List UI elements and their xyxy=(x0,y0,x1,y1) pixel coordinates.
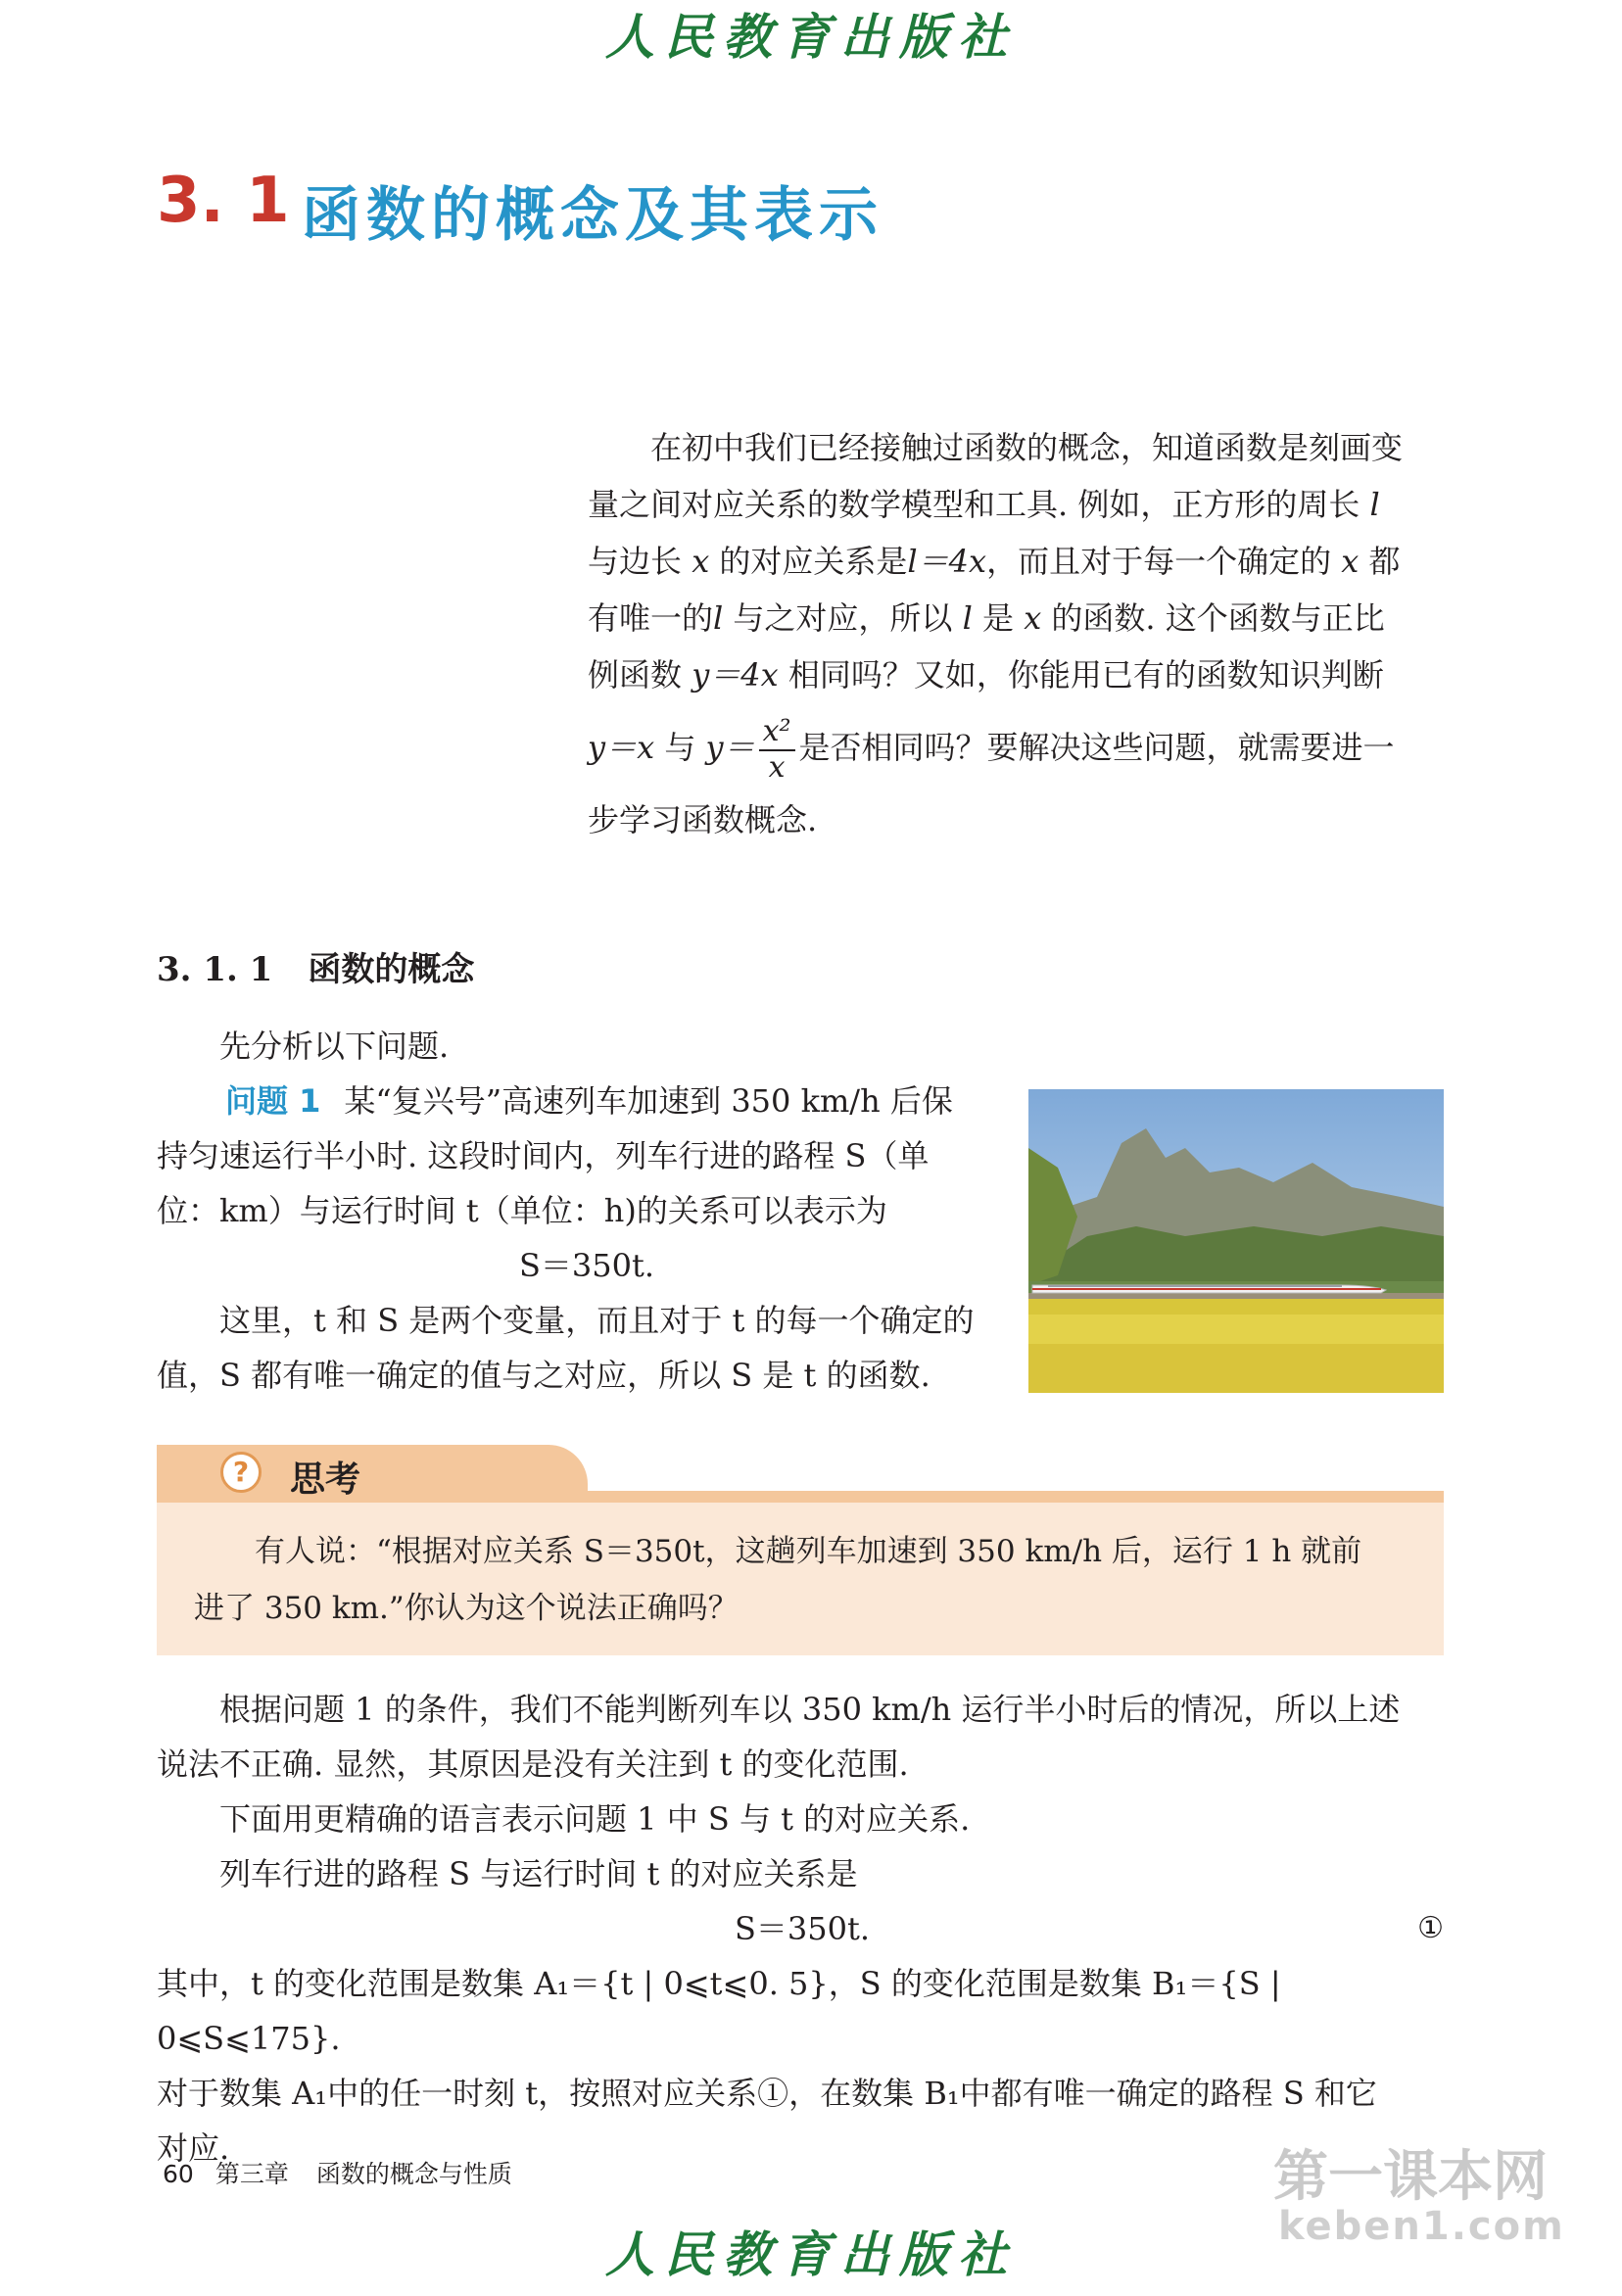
lead-sentence: 先分析以下问题. xyxy=(219,1028,450,1065)
subsection-title: 函数的概念 xyxy=(308,950,475,989)
subsection-heading xyxy=(157,942,474,990)
chapter-title: 函数的概念与性质 xyxy=(315,2160,512,2188)
body-line-6: 对于数集 A₁中的任一时刻 t，按照对应关系①，在数集 B₁中都有唯一确定的路程 S 和它 xyxy=(157,2075,1377,2112)
intro-text: ，而且对于每一个确定的 xyxy=(986,543,1332,580)
intro-text: 的函数. 这个函数与正比 xyxy=(1051,599,1385,637)
intro-text: 例函数 xyxy=(588,656,683,694)
math-y-eq-x: y＝x xyxy=(588,729,655,766)
intro-text: 有唯一的 xyxy=(588,599,714,637)
intro-text: 相同吗？又如，你能用已有的函数知识判断 xyxy=(787,656,1384,694)
math-y-eq-4x: y＝4x xyxy=(692,656,779,694)
math-l: l xyxy=(1369,486,1380,523)
body-line-3: 下面用更精确的语言表示问题 1 中 S 与 t 的对应关系. xyxy=(219,1800,971,1838)
math-l: l xyxy=(713,599,724,637)
watermark-text: 第一课本网 xyxy=(1273,2145,1548,2209)
math-x: x xyxy=(1024,599,1042,637)
problem-text: 某“复兴号”高速列车加速到 350 km/h 后保 xyxy=(344,1082,953,1120)
question-mark-icon: ? xyxy=(220,1452,262,1493)
body-continued xyxy=(157,1682,1444,2176)
intro-line-1: 在初中我们已经接触过函数的概念，知道函数是刻画变 xyxy=(650,429,1404,466)
train-photo-illustration xyxy=(1028,1089,1444,1393)
problem-1-line-2: 持匀速运行半小时. 这段时间内，列车行进的路程 S（单 xyxy=(157,1137,930,1174)
watermark-url: keben1.com xyxy=(1278,2204,1565,2249)
think-line-1: 有人说：“根据对应关系 S＝350t，这趟列车加速到 350 km/h 后，运行 1 h 就前 xyxy=(255,1534,1362,1569)
problem-1-block xyxy=(157,1019,1019,1403)
formula-s-eq-350t-2: S＝350t. xyxy=(735,1910,871,1947)
intro-text: 与之对应，所以 xyxy=(733,599,953,637)
intro-paragraph xyxy=(588,419,1440,848)
fraction-x2-over-x xyxy=(759,715,795,785)
intro-line-6 xyxy=(588,703,1440,791)
formula-s-eq-350t: S＝350t. xyxy=(519,1247,655,1284)
publisher-logo-bottom: 人民教育出版社 xyxy=(605,2225,1017,2283)
problem-1-line-5: 值，S 都有唯一确定的值与之对应，所以 S 是 t 的函数. xyxy=(157,1357,930,1394)
page-footer xyxy=(163,2155,512,2190)
section-number: 3. 1 xyxy=(157,165,290,237)
intro-text: 是 xyxy=(982,599,1015,637)
math-y-eq: y＝ xyxy=(705,729,755,766)
math-x: x xyxy=(1341,543,1360,580)
intro-text: 是否相同吗？要解决这些问题，就需要进一 xyxy=(798,729,1395,766)
body-line-5: 其中，t 的变化范围是数集 A₁＝{t | 0⩽t⩽0. 5}，S 的变化范围是数集 B₁＝{S | 0⩽S⩽175}. xyxy=(157,1965,1281,2057)
problem-1-line-4: 这里，t 和 S 是两个变量，而且对于 t 的每一个确定的 xyxy=(219,1302,975,1339)
think-line-2: 进了 350 km.”你认为这个说法正确吗？ xyxy=(194,1591,739,1626)
train-photo xyxy=(1028,1089,1444,1393)
intro-line-4 xyxy=(588,590,1440,646)
problem-1-line-3: 位：km）与运行时间 t（单位：h)的关系可以表示为 xyxy=(157,1192,887,1229)
problem-1-label: 问题 1 xyxy=(225,1082,321,1120)
fraction-numerator: x² xyxy=(759,715,795,751)
intro-line-3 xyxy=(588,533,1440,590)
think-title: 思考 xyxy=(290,1459,361,1500)
math-l: l xyxy=(962,599,973,637)
intro-text: 的对应关系是 xyxy=(719,543,908,580)
body-line-7: 对应. xyxy=(157,2129,230,2167)
intro-text: 与 xyxy=(664,729,696,766)
page-number: 60 xyxy=(163,2160,194,2188)
publisher-logo-top: 人民教育出版社 xyxy=(605,8,1017,66)
formula-line xyxy=(157,1901,1444,1956)
formula-mark: ① xyxy=(1417,1911,1444,1945)
fraction-denominator: x xyxy=(768,749,786,785)
intro-line-7: 步学习函数概念. xyxy=(588,801,818,838)
math-l-eq-4x: l＝4x xyxy=(907,543,987,580)
chapter-label: 第三章 xyxy=(215,2160,289,2188)
intro-text: 量之间对应关系的数学模型和工具. 例如，正方形的周长 xyxy=(588,486,1370,523)
body-line-4: 列车行进的路程 S 与运行时间 t 的对应关系是 xyxy=(219,1855,858,1892)
subsection-number: 3. 1. 1 xyxy=(157,950,273,989)
intro-text: 都 xyxy=(1368,543,1401,580)
think-text xyxy=(194,1523,1408,1637)
intro-line-5 xyxy=(588,646,1440,703)
intro-line-2 xyxy=(588,476,1440,533)
body-line-2: 说法不正确. 显然，其原因是没有关注到 t 的变化范围. xyxy=(157,1746,909,1783)
section-title: 函数的概念及其表示 xyxy=(302,181,883,250)
math-x: x xyxy=(692,543,710,580)
problem-1-line-1 xyxy=(157,1074,1019,1128)
intro-text: 与边长 xyxy=(588,543,683,580)
body-line-1: 根据问题 1 的条件，我们不能判断列车以 350 km/h 运行半小时后的情况，所以上述 xyxy=(219,1691,1401,1728)
